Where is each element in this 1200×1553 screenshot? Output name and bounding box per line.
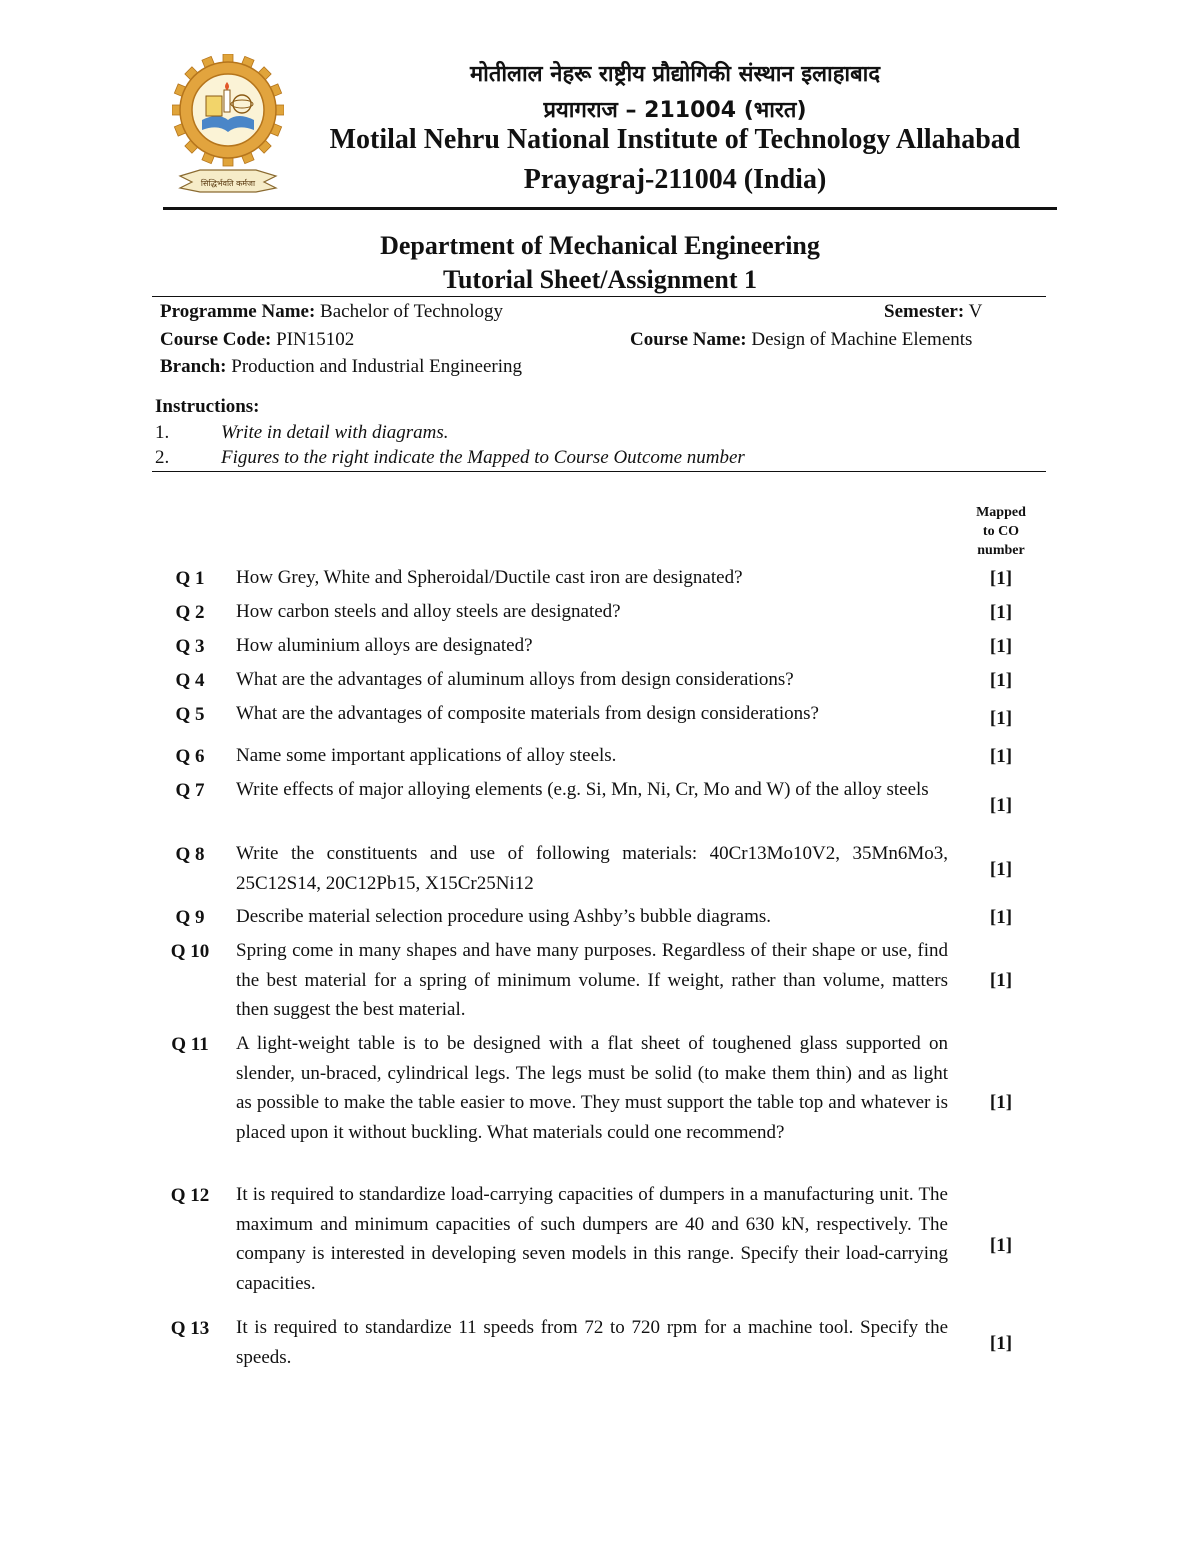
question-number: Q 4 — [175, 670, 205, 691]
question-text: Write effects of major alloying elements (e.g. Si, Mn, Ni, Cr, Mo and W) of the alloy steels — [236, 779, 929, 800]
question-number: Q 11 — [171, 1034, 209, 1055]
question-text: What are the advantages of aluminum alloys from design considerations? — [236, 669, 794, 690]
programme-name: Programme Name: Bachelor of Technology — [160, 301, 504, 322]
question-number: Q 2 — [175, 602, 205, 623]
question-number: Q 9 — [175, 907, 205, 928]
co-mapping: [1] — [989, 795, 1013, 816]
header-divider — [163, 207, 1057, 210]
institute-logo — [172, 54, 284, 200]
branch: Branch: Production and Industrial Engineering — [160, 356, 522, 377]
institute-name: Motilal Nehru National Institute of Technology Allahabad — [329, 124, 1021, 155]
question-text: How Grey, White and Spheroidal/Ductile cast iron are designated? — [236, 567, 743, 588]
logo-motto: सिद्धिर्भवति कर्मजा — [200, 179, 256, 188]
co-mapping: [1] — [989, 602, 1013, 623]
co-mapping: [1] — [989, 746, 1013, 767]
co-mapping: [1] — [989, 636, 1013, 657]
question-text: Name some important applications of alloy steels. — [236, 745, 617, 766]
question-text: Write the constituents and use of following materials: 40Cr13Mo10V2, 35Mn6Mo3, 25C12S14, 20C12Pb15, X15Cr25Ni12 — [236, 843, 948, 894]
co-column-header: Mapped to CO number — [976, 505, 1026, 558]
question-number: Q 12 — [170, 1185, 210, 1206]
question-text: How carbon steels and alloy steels are designated? — [236, 601, 621, 622]
question-number: Q 13 — [170, 1318, 210, 1339]
question-number: Q 10 — [170, 941, 210, 962]
department-title: Department of Mechanical Engineering — [380, 231, 820, 260]
question-number: Q 5 — [175, 704, 205, 725]
co-mapping: [1] — [989, 670, 1013, 691]
question-text: It is required to standardize load-carrying capacities of dumpers in a manufacturing unit. The maximum and minimum capacities of such dumpers are 40 and 630 kN, respectively. The company is interested in developing seven models in this range. Specify their load-carrying capacities. — [236, 1184, 948, 1294]
info-top-divider — [152, 296, 1046, 297]
co-mapping: [1] — [989, 859, 1013, 880]
hindi-location: प्रयागराज – 211004 (भारत) — [543, 98, 807, 123]
co-mapping: [1] — [989, 1235, 1013, 1256]
question-text: How aluminium alloys are designated? — [236, 635, 533, 656]
sheet-title: Tutorial Sheet/Assignment 1 — [443, 265, 757, 294]
question-text: It is required to standardize 11 speeds from 72 to 720 rpm for a machine tool. Specify the speeds. — [236, 1317, 948, 1368]
question-text: A light-weight table is to be designed with a flat sheet of toughened glass supported on slender, un-braced, cylindrical legs. The legs must be solid (to make them thin) and as light as possible to make the table easier to move. They must support the table top and whatever is placed upon it without buckling. What materials could one recommend? — [236, 1033, 948, 1143]
question-text: What are the advantages of composite materials from design considerations? — [236, 703, 819, 724]
institute-location: Prayagraj-211004 (India) — [523, 164, 827, 195]
co-mapping: [1] — [989, 970, 1013, 991]
instructions-divider — [152, 471, 1046, 472]
course-name: Course Name: Design of Machine Elements — [630, 329, 973, 350]
course-code: Course Code: PIN15102 — [160, 329, 355, 350]
hindi-institute-name: मोतीलाल नेहरू राष्ट्रीय प्रौद्योगिकी संस्थान इलाहाबाद — [469, 62, 881, 87]
question-text: Spring come in many shapes and have many purposes. Regardless of their shape or use, find the best material for a spring of minimum volume. If weight, rather than volume, matters then suggest the best material. — [236, 940, 948, 1020]
co-mapping: [1] — [989, 1333, 1013, 1354]
semester: Semester: V — [884, 301, 983, 322]
co-mapping: [1] — [989, 708, 1013, 729]
question-number: Q 1 — [175, 568, 205, 589]
instructions-heading: Instructions: — [155, 396, 260, 417]
co-mapping: [1] — [989, 568, 1013, 589]
co-mapping: [1] — [989, 1092, 1013, 1113]
question-number: Q 6 — [175, 746, 205, 767]
question-number: Q 8 — [175, 844, 205, 865]
question-number: Q 7 — [175, 780, 205, 801]
co-mapping: [1] — [989, 907, 1013, 928]
question-text: Describe material selection procedure using Ashby’s bubble diagrams. — [236, 906, 772, 927]
question-number: Q 3 — [175, 636, 205, 657]
